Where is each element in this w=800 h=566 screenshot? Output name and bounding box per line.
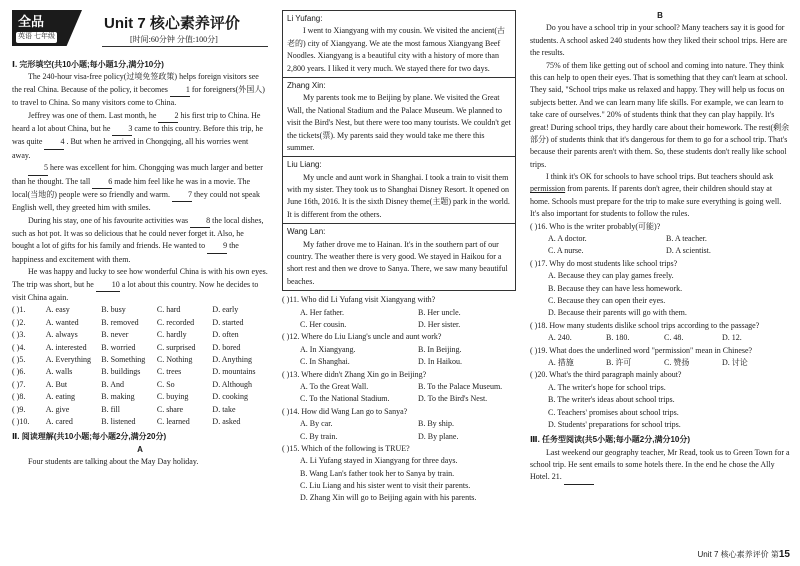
section-heading: Ⅲ. 任务型阅读(共5小题;每小题2分,满分10分): [530, 435, 691, 445]
option[interactable]: A. 240.: [548, 333, 572, 343]
part-label: A: [137, 444, 143, 454]
option[interactable]: B. busy: [101, 305, 126, 315]
option[interactable]: B. Her uncle.: [418, 307, 461, 317]
blank-2[interactable]: 2: [158, 110, 178, 123]
question: [282, 369, 516, 406]
blank-6[interactable]: 6: [92, 176, 112, 189]
option[interactable]: B. 180.: [606, 333, 630, 343]
cloze-options: [12, 304, 268, 428]
option[interactable]: B. buildings: [101, 367, 141, 377]
section-heading: Ⅱ. 阅读理解(共10小题;每小题2分,满分20分): [12, 432, 167, 442]
option[interactable]: B. Wang Lan's father took her to Sanya by train.: [300, 468, 455, 478]
option[interactable]: C. Liu Liang and his sister went to visit their parents.: [300, 481, 471, 491]
blank-1[interactable]: 1: [170, 84, 190, 97]
option[interactable]: D. early: [212, 305, 239, 315]
option[interactable]: A. walls: [45, 367, 73, 377]
option[interactable]: C. To the National Stadium.: [300, 394, 390, 404]
badge-subtitle: 英语 七年级: [16, 32, 57, 43]
option[interactable]: B. The writer's ideas about school trips.: [548, 395, 675, 405]
option[interactable]: B. In Beijing.: [418, 344, 462, 354]
cloze-option-row: [12, 342, 268, 354]
page-footer: [698, 547, 790, 563]
column-middle: [282, 10, 516, 558]
option[interactable]: B. A teacher.: [666, 234, 707, 244]
option[interactable]: A. Her father.: [300, 307, 344, 317]
blank-21-label: 21.: [551, 472, 562, 482]
option[interactable]: B. fill: [101, 404, 120, 414]
question: [530, 258, 790, 320]
cloze-paragraph: 5 here was excellent for him. Chongqing was much larger and better than he thought. The tall 6 made him feel like he was in a movie. The local(当地的) people were so friendly and warm. 7 they could not speak English well, they greeted him with smiles.: [12, 163, 263, 213]
question-stem: ( )18. How many students dislike school trips according to the passage?: [530, 320, 760, 330]
question-number: ( )10.: [12, 416, 30, 426]
option[interactable]: D. bored: [212, 342, 241, 352]
option[interactable]: C. So: [156, 379, 175, 389]
student-name: Zhang Xin:: [287, 80, 326, 90]
student-text: My uncle and aunt work in Shanghai. I took a train to visit them with my sister. They took us to Shanghai Disney Resort. It opened on June 16th, 2016. It is the sixth Disney theme(主题) park in the world. It is different from the others.: [287, 172, 510, 219]
question-stem: ( )13. Where didn't Zhang Xin go in Beijing?: [282, 369, 427, 379]
question-stem: ( )12. Where do Liu Liang's uncle and aunt work?: [282, 332, 442, 342]
option[interactable]: C. hardly: [156, 330, 187, 340]
option[interactable]: A. In Xiangyang.: [300, 344, 356, 354]
questions-a: [282, 294, 516, 505]
student-boxes: [282, 10, 516, 291]
cloze-option-row: [12, 354, 268, 366]
option[interactable]: B. Because they can have less homework.: [548, 283, 683, 293]
option[interactable]: C. Nothing: [156, 354, 193, 364]
page-number: 15: [778, 548, 790, 560]
question: [282, 294, 516, 331]
option[interactable]: D. Because their parents will go with them.: [548, 308, 687, 318]
blank-8[interactable]: 8: [190, 215, 210, 228]
underlined-word: permission: [530, 184, 566, 194]
option[interactable]: C. Teachers' promises about school trips.: [548, 407, 679, 417]
option[interactable]: D. Anything: [212, 354, 252, 364]
question-stem: ( )19. What does the underlined word "permission" mean in Chinese?: [530, 345, 753, 355]
footer-label: Unit 7 核心素养评价: [697, 549, 769, 559]
passage-paragraph: Do you have a school trip in your school? Many teachers say it is good for students. A school asked 240 students how they liked their school trips. Here are the results.: [530, 23, 788, 58]
option[interactable]: B. By ship.: [418, 419, 455, 429]
cloze-paragraph: The 240-hour visa-free policy(过境免签政策) helps foreign visitors see the real China. Because of the policy, it becomes 1 for foreigners(外国人) to travel to China. So many visitors come to China.: [12, 72, 265, 108]
question-number: ( )9.: [12, 404, 26, 414]
option[interactable]: A. Everything: [45, 354, 92, 364]
cloze-option-row: [12, 391, 268, 403]
question-stem: ( )20. What's the third paragraph mainly about?: [530, 370, 682, 380]
passage-intro: Four students are talking about the May Day holiday.: [28, 457, 199, 467]
option[interactable]: C. recorded: [156, 317, 195, 327]
option[interactable]: C. buying: [156, 392, 189, 402]
badge-title: 全品: [18, 14, 45, 29]
option[interactable]: A. always: [45, 330, 78, 340]
brand-badge: [12, 10, 100, 50]
cloze-option-row: [12, 404, 268, 416]
question-number: ( )7.: [12, 379, 26, 389]
question: [530, 320, 790, 345]
cloze-paragraph: During his stay, one of his favourite activities was 8 the local dishes, such as hot pot. It was so delicious that he could never forget it. Also, he bought a lot of gifts for his family and friends. He wanted to 9 the happiness and excitement with them.: [12, 215, 264, 264]
question-number: ( )8.: [12, 392, 26, 402]
student-box: [282, 224, 516, 291]
question: [282, 331, 516, 368]
option[interactable]: A. A doctor.: [548, 234, 587, 244]
option[interactable]: D. often: [212, 330, 239, 340]
question-number: ( )4.: [12, 342, 26, 352]
question-stem: ( )17. Why do most students like school trips?: [530, 258, 678, 268]
question: [530, 345, 790, 370]
option[interactable]: A. Because they can play games freely.: [548, 271, 674, 281]
student-name: Li Yufang:: [287, 14, 323, 23]
option[interactable]: A. give: [45, 404, 70, 414]
blank-3[interactable]: 3: [112, 123, 132, 136]
question: [282, 406, 516, 443]
option[interactable]: D. Her sister.: [418, 319, 461, 329]
option[interactable]: A. To the Great Wall.: [300, 381, 369, 391]
section-heading: Ⅰ. 完形填空(共10小题;每小题1分,满分10分): [12, 60, 164, 69]
question-number: ( )1.: [12, 305, 26, 315]
option[interactable]: B. To the Palace Museum.: [418, 381, 503, 391]
student-text: My parents took me to Beijing by plane. We visited the Great Wall, the National Stadium and the Palace Museum. We planned to visit the Bird's Nest, but there were too many tourists. We couldn't get the tickets(票). My parents said they would take me there this summer.: [287, 93, 511, 152]
cloze-option-row: [12, 379, 268, 391]
option[interactable]: B. making: [101, 392, 135, 402]
cloze-option-row: [12, 317, 268, 329]
option[interactable]: A. eating: [45, 392, 76, 402]
blank-7[interactable]: 7: [172, 189, 192, 202]
option[interactable]: D. asked: [212, 416, 241, 426]
student-name: Wang Lan:: [287, 227, 326, 237]
student-name: Liu Liang:: [287, 160, 322, 170]
option[interactable]: D. To the Bird's Nest.: [418, 394, 488, 404]
option[interactable]: A. But: [45, 379, 68, 389]
question: [530, 369, 790, 431]
blank-21[interactable]: [564, 471, 594, 484]
passage-paragraph: 75% of them like getting out of school and coming into nature. They think this can help to open their eyes. That is something that they can't learn at school. They said, "School trips make us relaxed and happy. They will help us focus on subjects better. And we can learn many life skills. For example, we can learn to take care of ourselves." 20% of students think that they can play happily. It's great! During school trips, they hardly care about their homework. The rest(剩余部分) of students think that it's dangerous for them to go for a school trip. That's because their parents aren't with them. So, these students don't really like school trips.: [530, 60, 790, 169]
option[interactable]: A. wanted: [45, 317, 79, 327]
cloze-option-row: [12, 304, 268, 316]
student-text: I went to Xiangyang with my cousin. We visited the ancient(古老的) city of Xiangyang. We ate the most famous Xiangyang Beef Noodles. Xiangyang is a beautiful city with a history of more than 2,800 years. I liked it very much. We stayed there for two days.: [287, 26, 506, 73]
option[interactable]: B. listened: [101, 416, 136, 426]
option[interactable]: C. hard: [156, 305, 181, 315]
student-text: My father drove me to Hainan. It's in the southern part of our country. The weather there is very good. We stayed in Haikou for a short rest and then we drove to Sanya. There, we saw many beautiful beaches.: [287, 239, 508, 286]
question-number: ( )2.: [12, 317, 26, 327]
blank-4[interactable]: 4: [44, 136, 64, 149]
option[interactable]: B. removed: [101, 317, 139, 327]
cloze-section: [12, 56, 268, 469]
option[interactable]: B. Something: [101, 354, 146, 364]
option[interactable]: D. By plane.: [418, 431, 459, 441]
option[interactable]: C. trees: [156, 367, 182, 377]
question: [530, 221, 790, 258]
cloze-paragraph: He was happy and lucky to see how wonderful China is with his own eyes. The trip was short, but he 10 a lot about this country. Now he decides to visit China again.: [12, 267, 268, 303]
option[interactable]: C. By train.: [300, 431, 338, 441]
option[interactable]: D. A scientist.: [666, 246, 711, 256]
question-number: ( )5.: [12, 354, 26, 364]
option[interactable]: D. Although: [212, 379, 252, 389]
cloze-option-row: [12, 366, 268, 378]
page-title: Unit 7 核心素养评价: [104, 15, 240, 32]
part-label: B: [657, 11, 663, 20]
question-stem: ( )14. How did Wang Lan go to Sanya?: [282, 406, 408, 416]
option[interactable]: B. never: [101, 330, 129, 340]
question-number: ( )3.: [12, 330, 26, 340]
option[interactable]: D. mountains: [212, 367, 256, 377]
cloze-paragraph: Jeffrey was one of them. Last month, he 2 his first trip to China. He heard a lot about China, but he 3 came to this country. Before this trip, he was quite 4 . But when he arrived in Chongqing, all his worries went away.: [12, 110, 263, 160]
task-paragraph: Last weekend our geography teacher, Mr Read, took us to Green Town for a school trip. He sent emails to some hotels there. In the end he chose the Ally Hotel. 21.: [530, 447, 790, 485]
question-number: ( )6.: [12, 367, 26, 377]
cloze-option-row: [12, 416, 268, 428]
question-stem: ( )16. Who is the writer probably(可能)?: [530, 221, 661, 231]
column-right: [530, 10, 790, 558]
option[interactable]: D. Zhang Xin will go to Beijing again with his parents.: [300, 493, 477, 503]
option[interactable]: C. A nurse.: [548, 246, 584, 256]
option[interactable]: C. share: [156, 404, 184, 414]
student-box: [282, 157, 516, 224]
footer-page-prefix: 第: [770, 549, 779, 559]
option[interactable]: C. 48.: [664, 333, 684, 343]
option[interactable]: C. Because they can open their eyes.: [548, 295, 666, 305]
blank-9[interactable]: 9: [207, 240, 227, 253]
question-stem: ( )15. Which of the following is TRUE?: [282, 443, 410, 453]
option[interactable]: C. In Shanghai.: [300, 357, 350, 367]
cloze-option-row: [12, 329, 268, 341]
column-left: [12, 10, 268, 558]
student-box: [282, 10, 516, 78]
question: [282, 443, 516, 505]
option[interactable]: A. easy: [45, 305, 70, 315]
option[interactable]: A. interested: [45, 342, 87, 352]
time-score-info: [时间:60分钟 分值:100分]: [130, 35, 218, 44]
option[interactable]: B. 许可: [606, 357, 632, 367]
option[interactable]: D. cooking: [212, 392, 248, 402]
option[interactable]: A. cared: [45, 416, 73, 426]
option[interactable]: D. take: [212, 404, 236, 414]
option[interactable]: D. Students' preparations for school trips.: [548, 419, 681, 429]
option[interactable]: A. The writer's hope for school trips.: [548, 382, 666, 392]
option[interactable]: D. In Haikou.: [418, 357, 462, 367]
option[interactable]: D. 讨论: [722, 357, 748, 367]
option[interactable]: C. learned: [156, 416, 190, 426]
question-stem: ( )11. Who did Li Yufang visit Xiangyang with?: [282, 295, 436, 305]
blank-10[interactable]: 10: [96, 279, 120, 292]
option[interactable]: D. started: [212, 317, 244, 327]
option[interactable]: C. surprised: [156, 342, 196, 352]
option[interactable]: D. 12.: [722, 333, 742, 343]
option[interactable]: A. Li Yufang stayed in Xiangyang for three days.: [300, 456, 458, 466]
option[interactable]: B. And: [101, 379, 124, 389]
option[interactable]: C. 赞扬: [664, 357, 690, 367]
passage-paragraph: I think it's OK for schools to have school trips. But teachers should ask permission from parents. If parents don't agree, their children should stay at home. Schools must prepare for the trip to make sure everything is going well. It's also important for students to follow the rules.: [530, 172, 782, 219]
student-box: [282, 78, 516, 157]
option[interactable]: A. 措施: [548, 357, 574, 367]
title-divider: [102, 46, 268, 47]
blank-5[interactable]: 5: [28, 162, 48, 175]
option[interactable]: A. By car.: [300, 419, 333, 429]
option[interactable]: C. Her cousin.: [300, 319, 347, 329]
option[interactable]: B. worried: [101, 342, 136, 352]
